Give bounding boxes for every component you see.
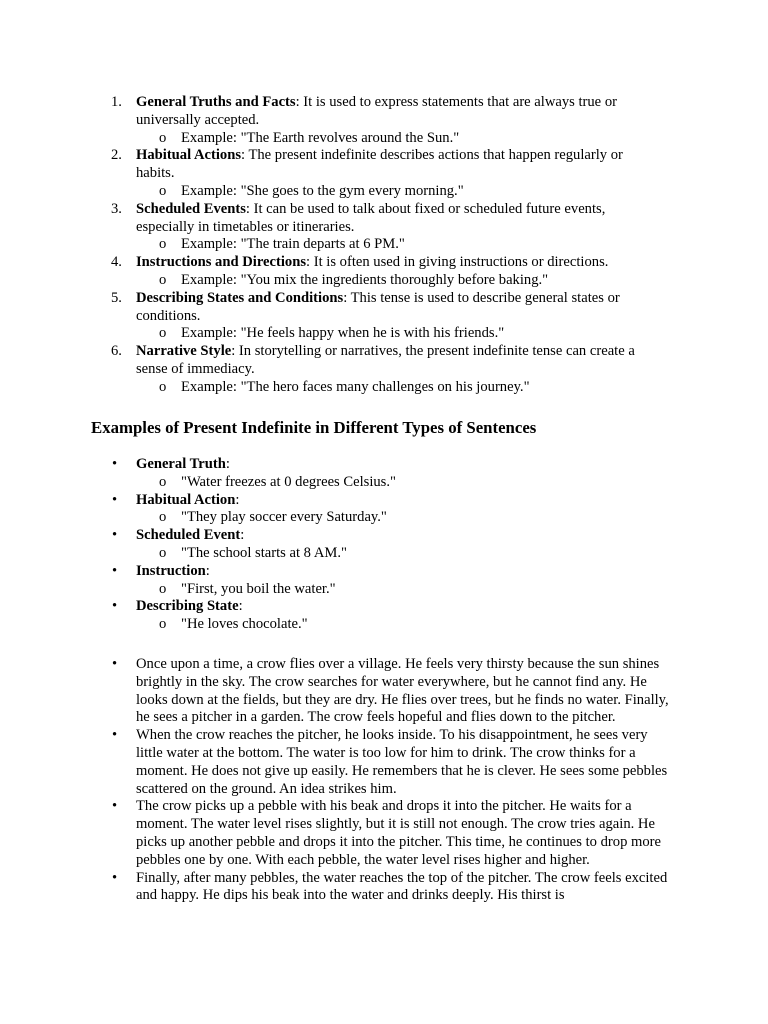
- example-row: [136, 130, 656, 148]
- sub-bullet-icon: o: [159, 271, 167, 288]
- example-text: "First, you boil the water.": [181, 580, 336, 597]
- bullet-icon: •: [112, 869, 118, 886]
- example-text: Example: "You mix the ingredients thoroughly before baking.": [181, 271, 549, 288]
- list-item: [112, 562, 656, 599]
- bullet-icon: •: [112, 491, 118, 508]
- example-text: "The school starts at 8 AM.": [181, 544, 347, 561]
- sub-bullet-icon: o: [159, 236, 167, 253]
- bullet-icon: •: [112, 527, 118, 544]
- sub-bullet-icon: o: [159, 544, 167, 561]
- sentence-types-list: [112, 456, 656, 634]
- sub-bullet-icon: o: [159, 580, 167, 597]
- item-description: : The present indefinite describes actions that happen regularly or habits.: [136, 147, 623, 182]
- item-term: General Truths and Facts: [136, 94, 296, 110]
- bullet-icon: •: [112, 598, 118, 615]
- bullet-icon: •: [112, 656, 118, 672]
- item-text: [136, 201, 656, 237]
- sub-bullet-icon: o: [159, 473, 167, 490]
- item-term: Habitual Action: [136, 491, 236, 508]
- example-row: [136, 616, 656, 634]
- sub-bullet-icon: o: [159, 129, 167, 146]
- list-item: [111, 343, 656, 396]
- example-row: [136, 474, 656, 492]
- story-paragraph-list: [112, 656, 676, 905]
- story-paragraph: [112, 798, 676, 869]
- sub-bullet-icon: o: [159, 325, 167, 342]
- paragraph-text: Once upon a time, a crow flies over a village. He feels very thirsty because the sun shines brightly in the sky. The crow searches for water everywhere, but he cannot find any. He looks down at the fields, but they are dry. He flies over trees, but he finds no water. Finally, he sees a pitcher in a garden. The crow feels hopeful and flies down to the pitcher.: [136, 656, 669, 726]
- example-text: "Water freezes at 0 degrees Celsius.": [181, 473, 396, 490]
- example-row: [136, 272, 656, 290]
- item-description: : It can be used to talk about fixed or scheduled future events, especially in timetables or itineraries.: [136, 200, 606, 235]
- example-row: [136, 509, 656, 527]
- item-text: [136, 456, 656, 474]
- item-text: [136, 290, 656, 326]
- list-item: [111, 147, 656, 200]
- item-text: [136, 94, 656, 130]
- item-term: Habitual Actions: [136, 147, 242, 164]
- item-term: Describing States and Conditions: [136, 289, 344, 306]
- section-heading: Examples of Present Indefinite in Different Types of Sentences: [91, 418, 537, 437]
- bullet-icon: •: [112, 456, 118, 472]
- item-text: [136, 492, 656, 510]
- example-row: [136, 581, 656, 599]
- item-term: Instructions and Directions: [136, 254, 307, 271]
- item-term: Scheduled Event: [136, 527, 241, 544]
- item-description: : This tense is used to describe general states or conditions.: [136, 289, 620, 324]
- list-item: [111, 94, 656, 147]
- item-colon: :: [205, 562, 210, 579]
- item-term: Scheduled Events: [136, 200, 246, 217]
- story-paragraph: [112, 727, 676, 798]
- sub-bullet-icon: o: [159, 509, 167, 526]
- example-text: Example: "He feels happy when he is with his friends.": [181, 325, 505, 342]
- example-text: Example: "The Earth revolves around the Sun.": [181, 129, 460, 146]
- item-number: 3.: [111, 200, 122, 217]
- example-row: [136, 183, 656, 201]
- item-description: : It is often used in giving instructions or directions.: [306, 254, 609, 271]
- list-item: [112, 527, 656, 563]
- item-text: [136, 343, 656, 379]
- list-item: [111, 200, 656, 254]
- list-item: [112, 456, 656, 492]
- item-text: [136, 563, 656, 581]
- item-term: Narrative Style: [136, 343, 232, 360]
- item-colon: :: [235, 491, 240, 508]
- item-description: : In storytelling or narratives, the present indefinite tense can create a sense of immediacy.: [136, 343, 635, 377]
- item-description: : It is used to express statements that are always true or universally accepted.: [136, 94, 617, 128]
- example-text: "They play soccer every Saturday.": [181, 509, 387, 526]
- story-paragraph: [112, 656, 676, 727]
- item-colon: :: [225, 456, 230, 472]
- paragraph-text: Finally, after many pebbles, the water reaches the top of the pitcher. The crow feels excited and happy. He dips his beak into the water and drinks deeply. His thirst is: [136, 869, 668, 904]
- example-text: Example: "The hero faces many challenges on his journey.": [181, 378, 530, 395]
- list-item: [111, 289, 656, 343]
- example-row: [136, 379, 656, 397]
- item-text: [136, 598, 656, 616]
- item-number: 6.: [111, 343, 122, 360]
- example-row: [136, 236, 656, 254]
- item-number: 1.: [111, 94, 122, 110]
- paragraph-text: The crow picks up a pebble with his beak and drops it into the pitcher. He waits for a moment. The water level rises slightly, but it is still not enough. The crow tries again. He picks up another pebble and drops it into the pitcher. This time, he continues to drop more pebbles one by one. With each pebble, the water level rises higher and higher.: [136, 798, 661, 868]
- list-item: [112, 491, 656, 528]
- item-number: 2.: [111, 147, 122, 164]
- bullet-icon: •: [112, 562, 118, 579]
- bullet-icon: •: [112, 727, 118, 744]
- item-term: Instruction: [136, 562, 206, 579]
- item-number: 4.: [111, 254, 122, 271]
- item-term: General Truth: [136, 456, 226, 472]
- story-paragraph: [112, 869, 676, 906]
- item-text: [136, 254, 656, 272]
- list-item: [112, 598, 656, 634]
- item-number: 5.: [111, 289, 122, 306]
- sub-bullet-icon: o: [159, 378, 167, 395]
- item-colon: :: [238, 598, 243, 615]
- example-text: Example: "She goes to the gym every morning.": [181, 182, 464, 199]
- example-text: Example: "The train departs at 6 PM.": [181, 236, 405, 253]
- item-text: [136, 147, 656, 183]
- item-term: Describing State: [136, 598, 239, 615]
- sub-bullet-icon: o: [159, 182, 167, 199]
- present-indefinite-uses-list: [111, 94, 656, 397]
- example-row: [136, 325, 656, 343]
- example-row: [136, 545, 656, 563]
- item-colon: :: [240, 527, 245, 544]
- sub-bullet-icon: o: [159, 616, 167, 633]
- list-item: [111, 254, 656, 290]
- item-text: [136, 527, 656, 545]
- bullet-icon: •: [112, 798, 118, 815]
- paragraph-text: When the crow reaches the pitcher, he looks inside. To his disappointment, he sees very little water at the bottom. The water is too low for him to drink. The crow thinks for a moment. He does not give up easily. He remembers that he is clever. He sees some pebbles scattered on the ground. An idea strikes him.: [136, 727, 668, 797]
- example-text: "He loves chocolate.": [181, 616, 308, 633]
